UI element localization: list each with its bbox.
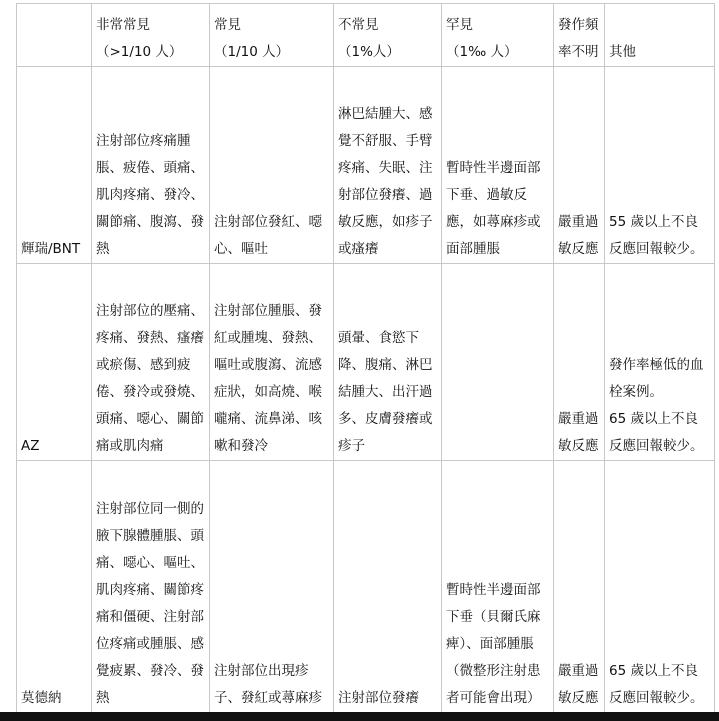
bottom-divider-bar — [0, 712, 719, 721]
cell-other — [605, 264, 715, 461]
header-uncommon-line2: （1%人） — [338, 44, 400, 60]
cell-rare: 暫時性半邊面部下垂（貝爾氏麻痺）、面部腫脹（微整形注射患者可能會出現） — [442, 461, 554, 713]
header-rare-line1: 罕見 — [446, 17, 473, 33]
header-uncommon — [334, 4, 442, 67]
other-note-thrombosis: 發作率極低的血栓案例。 — [609, 357, 704, 400]
header-uncommon-line1: 不常見 — [338, 17, 379, 33]
vaccine-name: 輝瑞/BNT — [17, 67, 92, 264]
vaccine-name: AZ — [17, 264, 92, 461]
header-other — [605, 4, 715, 67]
header-other-line2: 其他 — [609, 44, 636, 60]
cell-unknown: 嚴重過敏反應 — [554, 264, 605, 461]
cell-common: 注射部位發紅、噁心、嘔吐 — [210, 67, 334, 264]
cell-rare — [442, 264, 554, 461]
header-very-common-line1: 非常常見 — [96, 17, 150, 33]
cell-uncommon: 注射部位發癢 — [334, 461, 442, 713]
header-row — [17, 4, 715, 67]
cell-unknown: 嚴重過敏反應 — [554, 461, 605, 713]
header-empty — [17, 4, 92, 67]
cell-common: 注射部位出現疹子、發紅或蕁麻疹 — [210, 461, 334, 713]
header-unknown-line1: 發作頻 — [558, 17, 599, 33]
header-very-common — [92, 4, 210, 67]
header-common-line1: 常見 — [214, 17, 241, 33]
table-row — [17, 264, 715, 461]
cell-uncommon: 淋巴結腫大、感覺不舒服、手臂疼痛、失眠、注射部位發癢、過敏反應，如疹子或瘙癢 — [334, 67, 442, 264]
cell-uncommon: 頭暈、食慾下降、腹痛、淋巴結腫大、出汗過多、皮膚發癢或疹子 — [334, 264, 442, 461]
cell-very-common: 注射部位同一側的腋下腺體腫脹、頭痛、噁心、嘔吐、肌肉疼痛、關節疼痛和僵硬、注射部位疼痛或腫脹、感覺疲累、發冷、發熱 — [92, 461, 210, 713]
header-unknown-line2: 率不明 — [558, 44, 599, 60]
cell-unknown: 嚴重過敏反應 — [554, 67, 605, 264]
table-row — [17, 461, 715, 713]
header-rare — [442, 4, 554, 67]
cell-other: 55 歲以上不良反應回報較少。 — [605, 67, 715, 264]
cell-rare: 暫時性半邊面部下垂、過敏反應，如蕁麻疹或面部腫脹 — [442, 67, 554, 264]
header-unknown-frequency — [554, 4, 605, 67]
header-common-line2: （1/10 人） — [214, 44, 290, 60]
side-effects-table — [16, 3, 715, 713]
other-note-age: 65 歲以上不良反應回報較少。 — [609, 411, 704, 454]
header-rare-line2: （1‰ 人） — [446, 44, 518, 60]
vaccine-name: 莫德納 — [17, 461, 92, 713]
cell-common: 注射部位腫脹、發紅或腫塊、發熱、嘔吐或腹瀉、流感症狀，如高燒、喉嚨痛、流鼻涕、咳嗽和發冷 — [210, 264, 334, 461]
table-row — [17, 67, 715, 264]
header-common — [210, 4, 334, 67]
cell-very-common: 注射部位的壓痛、疼痛、發熱、瘙癢或瘀傷、感到疲倦、發冷或發燒、頭痛、噁心、關節痛或肌肉痛 — [92, 264, 210, 461]
header-very-common-line2: （>1/10 人） — [96, 44, 183, 60]
cell-other: 65 歲以上不良反應回報較少。 — [605, 461, 715, 713]
cell-very-common: 注射部位疼痛腫脹、疲倦、頭痛、肌肉疼痛、發冷、關節痛、腹瀉、發熱 — [92, 67, 210, 264]
